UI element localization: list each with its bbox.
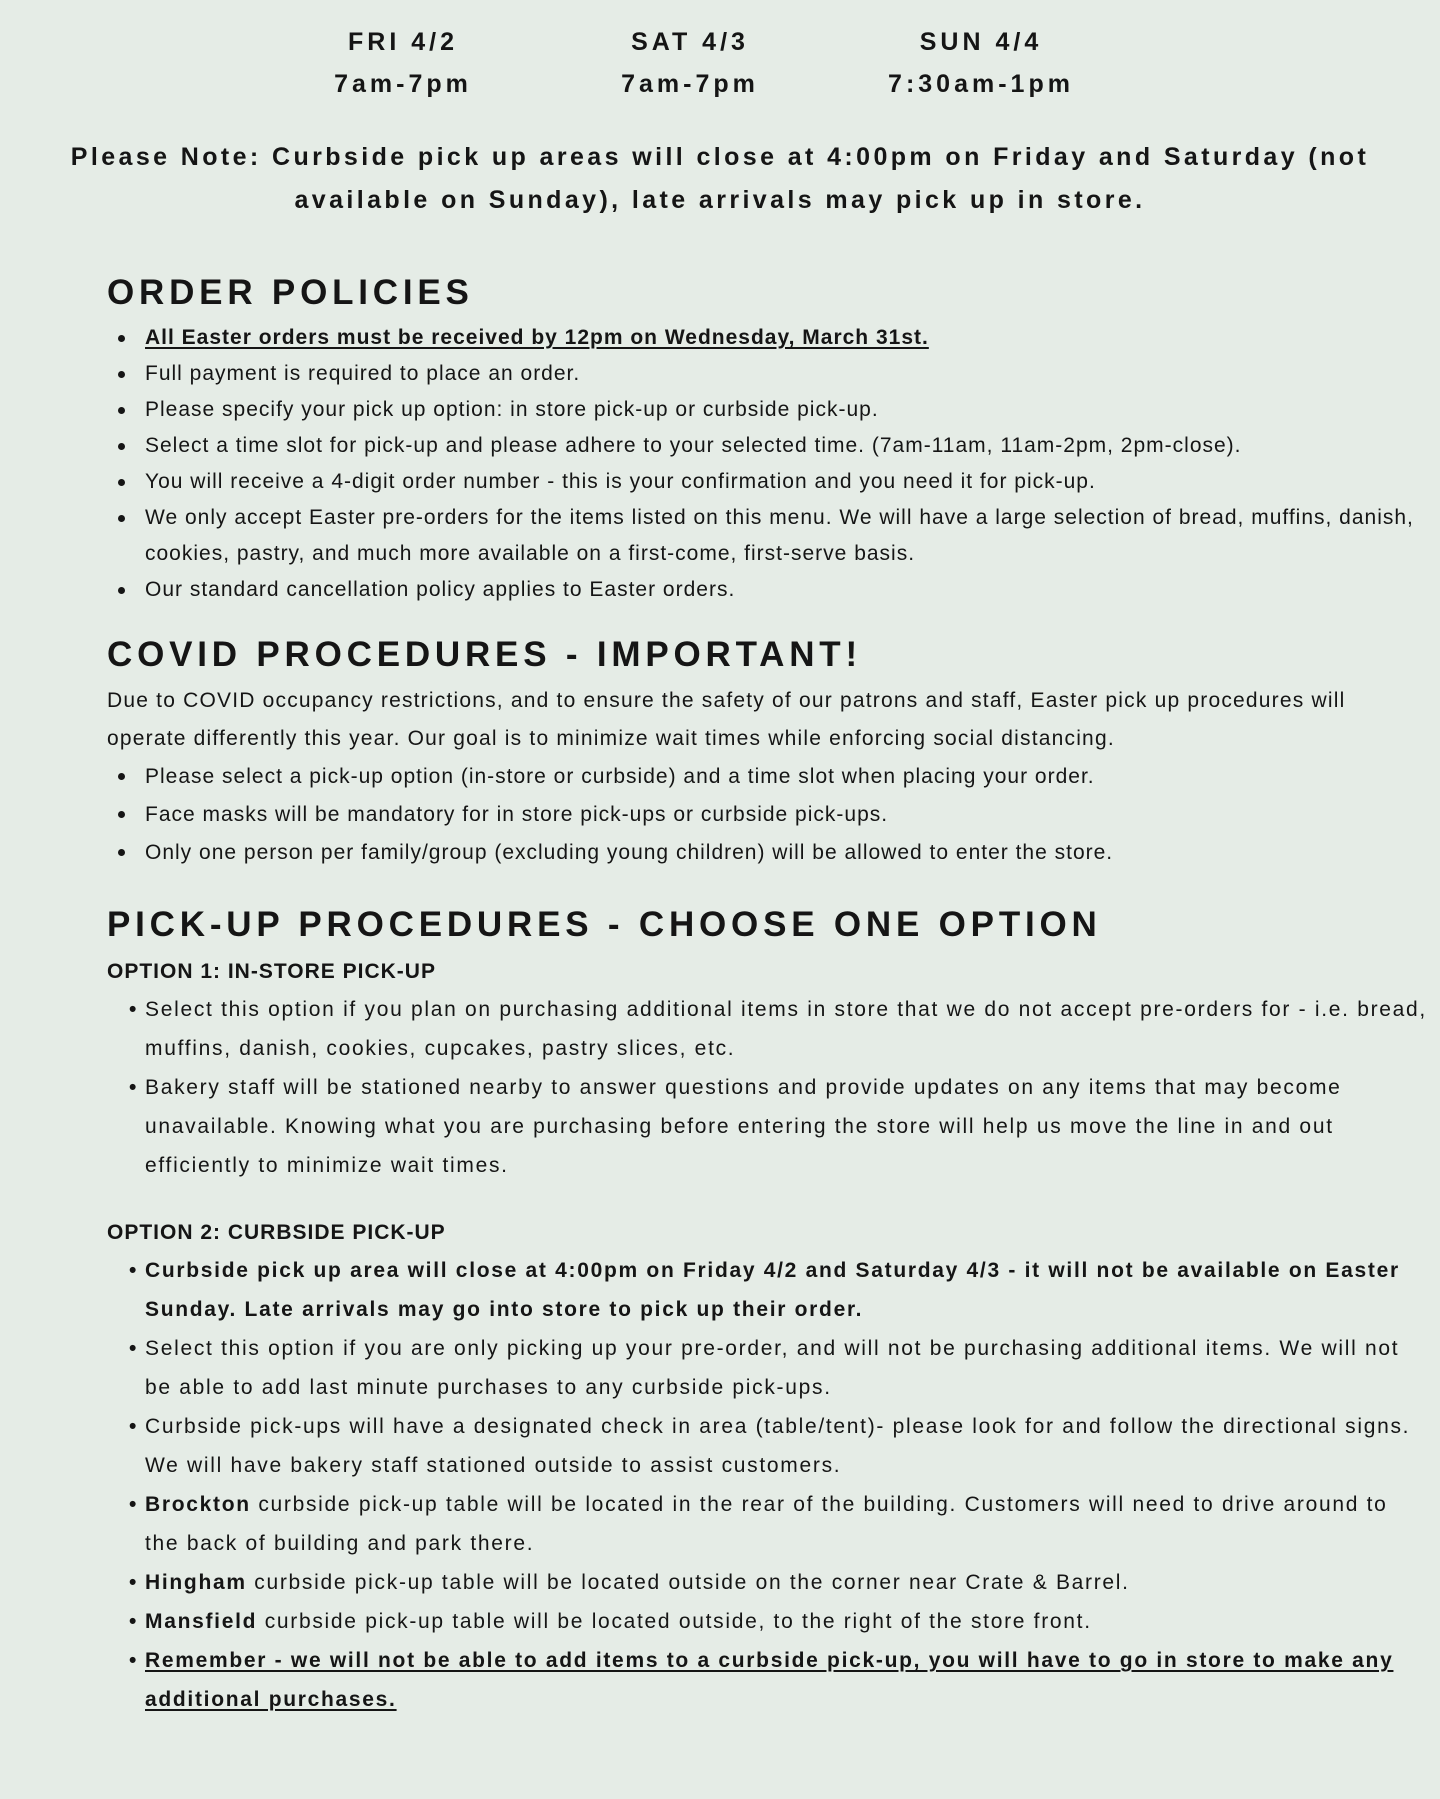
location-name: Hingham [145,1571,247,1594]
hours-day: FRI 4/2 [348,28,458,56]
list-item [107,1485,1427,1563]
list-item: We only accept Easter pre-orders for the items listed on this menu. We will have a large selection of bread, muffins, danish, cookies, pastry, and much more available on a first-come, first-serve basis. [107,500,1427,572]
location-name: Brockton [145,1493,251,1516]
list-item: • Select this option if you are only picking up your pre-order, and will not be purchasing additional items. We will not be able to add last minute purchases to any curbside pick-ups. [107,1329,1427,1407]
list-item: Select a time slot for pick-up and please adhere to your selected time. (7am-11am, 11am-2pm, 2pm-close). [107,428,1427,464]
hours-time: 7am-7pm [621,70,759,98]
list-item [107,1602,1427,1641]
hours-sunday [861,22,1101,106]
list-item: • Curbside pick up area will close at 4:00pm on Friday 4/2 and Saturday 4/3 - it will not be available on Easter Sunday. Late arrivals may go into store to pick up their order. [107,1251,1427,1329]
list-item: • Bakery staff will be stationed nearby to answer questions and provide updates on any items that may become unavailable. Knowing what you are purchasing before entering the store will help us move the line in and out efficiently to minimize wait times. [107,1068,1427,1185]
option1-list [107,990,1427,1185]
covid-intro: Due to COVID occupancy restrictions, and to ensure the safety of our patrons and staff, Easter pick up procedures will operate differently this year. Our goal is to minimize wait times while enforcing social distancing. [107,689,1346,750]
list-item: Only one person per family/group (excluding young children) will be allowed to enter the store. [107,834,1427,872]
main-content [107,268,1427,1719]
hours-day: SUN 4/4 [919,28,1043,56]
list-item: Our standard cancellation policy applies to Easter orders. [107,572,1427,608]
hours-saturday [570,22,810,106]
covid-heading: COVID PROCEDURES - IMPORTANT! [107,635,862,674]
pickup-heading: PICK-UP PROCEDURES - CHOOSE ONE OPTION [107,905,1102,944]
list-item: • Curbside pick-ups will have a designated check in area (table/tent)- please look for and follow the directional signs. We will have bakery staff stationed outside to assist customers. [107,1407,1427,1485]
list-item: Please select a pick-up option (in-store or curbside) and a time slot when placing your order. [107,758,1427,796]
location-name: Mansfield [145,1610,258,1633]
list-item: You will receive a 4-digit order number - this is your confirmation and you need it for pick-up. [107,464,1427,500]
hours-day: SAT 4/3 [631,28,749,56]
list-item: Please specify your pick up option: in store pick-up or curbside pick-up. [107,392,1427,428]
order-policies-list [107,320,1427,608]
location-text: curbside pick-up table will be located outside, to the right of the store front. [257,1610,1092,1633]
covid-list [107,758,1427,872]
remember-text: Remember - we will not be able to add items to a curbside pick-up, you will have to go in store to make any additional purchases. [145,1649,1394,1711]
option1-heading: OPTION 1: IN-STORE PICK-UP [107,960,436,983]
hours-friday [283,22,523,106]
list-item: • Select this option if you plan on purchasing additional items in store that we do not accept pre-orders for - i.e. bread, muffins, danish, cookies, cupcakes, pastry slices, etc. [107,990,1427,1068]
list-item [107,320,1427,356]
list-item: Full payment is required to place an order. [107,356,1427,392]
location-text: curbside pick-up table will be located outside on the corner near Crate & Barrel. [246,1571,1130,1594]
curbside-note: Please Note: Curbside pick up areas will close at 4:00pm on Friday and Saturday (not available on Sunday), late arrivals may pick up in store. [70,143,1370,214]
hours-header [0,22,1440,112]
deadline-text: All Easter orders must be received by 12pm on Wednesday, March 31st. [145,326,929,349]
pickup-section [107,900,1427,1719]
location-text: curbside pick-up table will be located in the rear of the building. Customers will need to drive around to the back of building and park there. [145,1493,1388,1555]
option2-heading: OPTION 2: CURBSIDE PICK-UP [107,1221,446,1244]
covid-section [107,630,1427,872]
list-item: Face masks will be mandatory for in store pick-ups or curbside pick-ups. [107,796,1427,834]
hours-time: 7am-7pm [334,70,472,98]
option2-list [107,1251,1427,1719]
hours-time: 7:30am-1pm [888,70,1074,98]
list-item [107,1563,1427,1602]
order-policies-heading: ORDER POLICIES [107,273,474,312]
list-item [107,1641,1427,1719]
order-policies-section [107,268,1427,608]
